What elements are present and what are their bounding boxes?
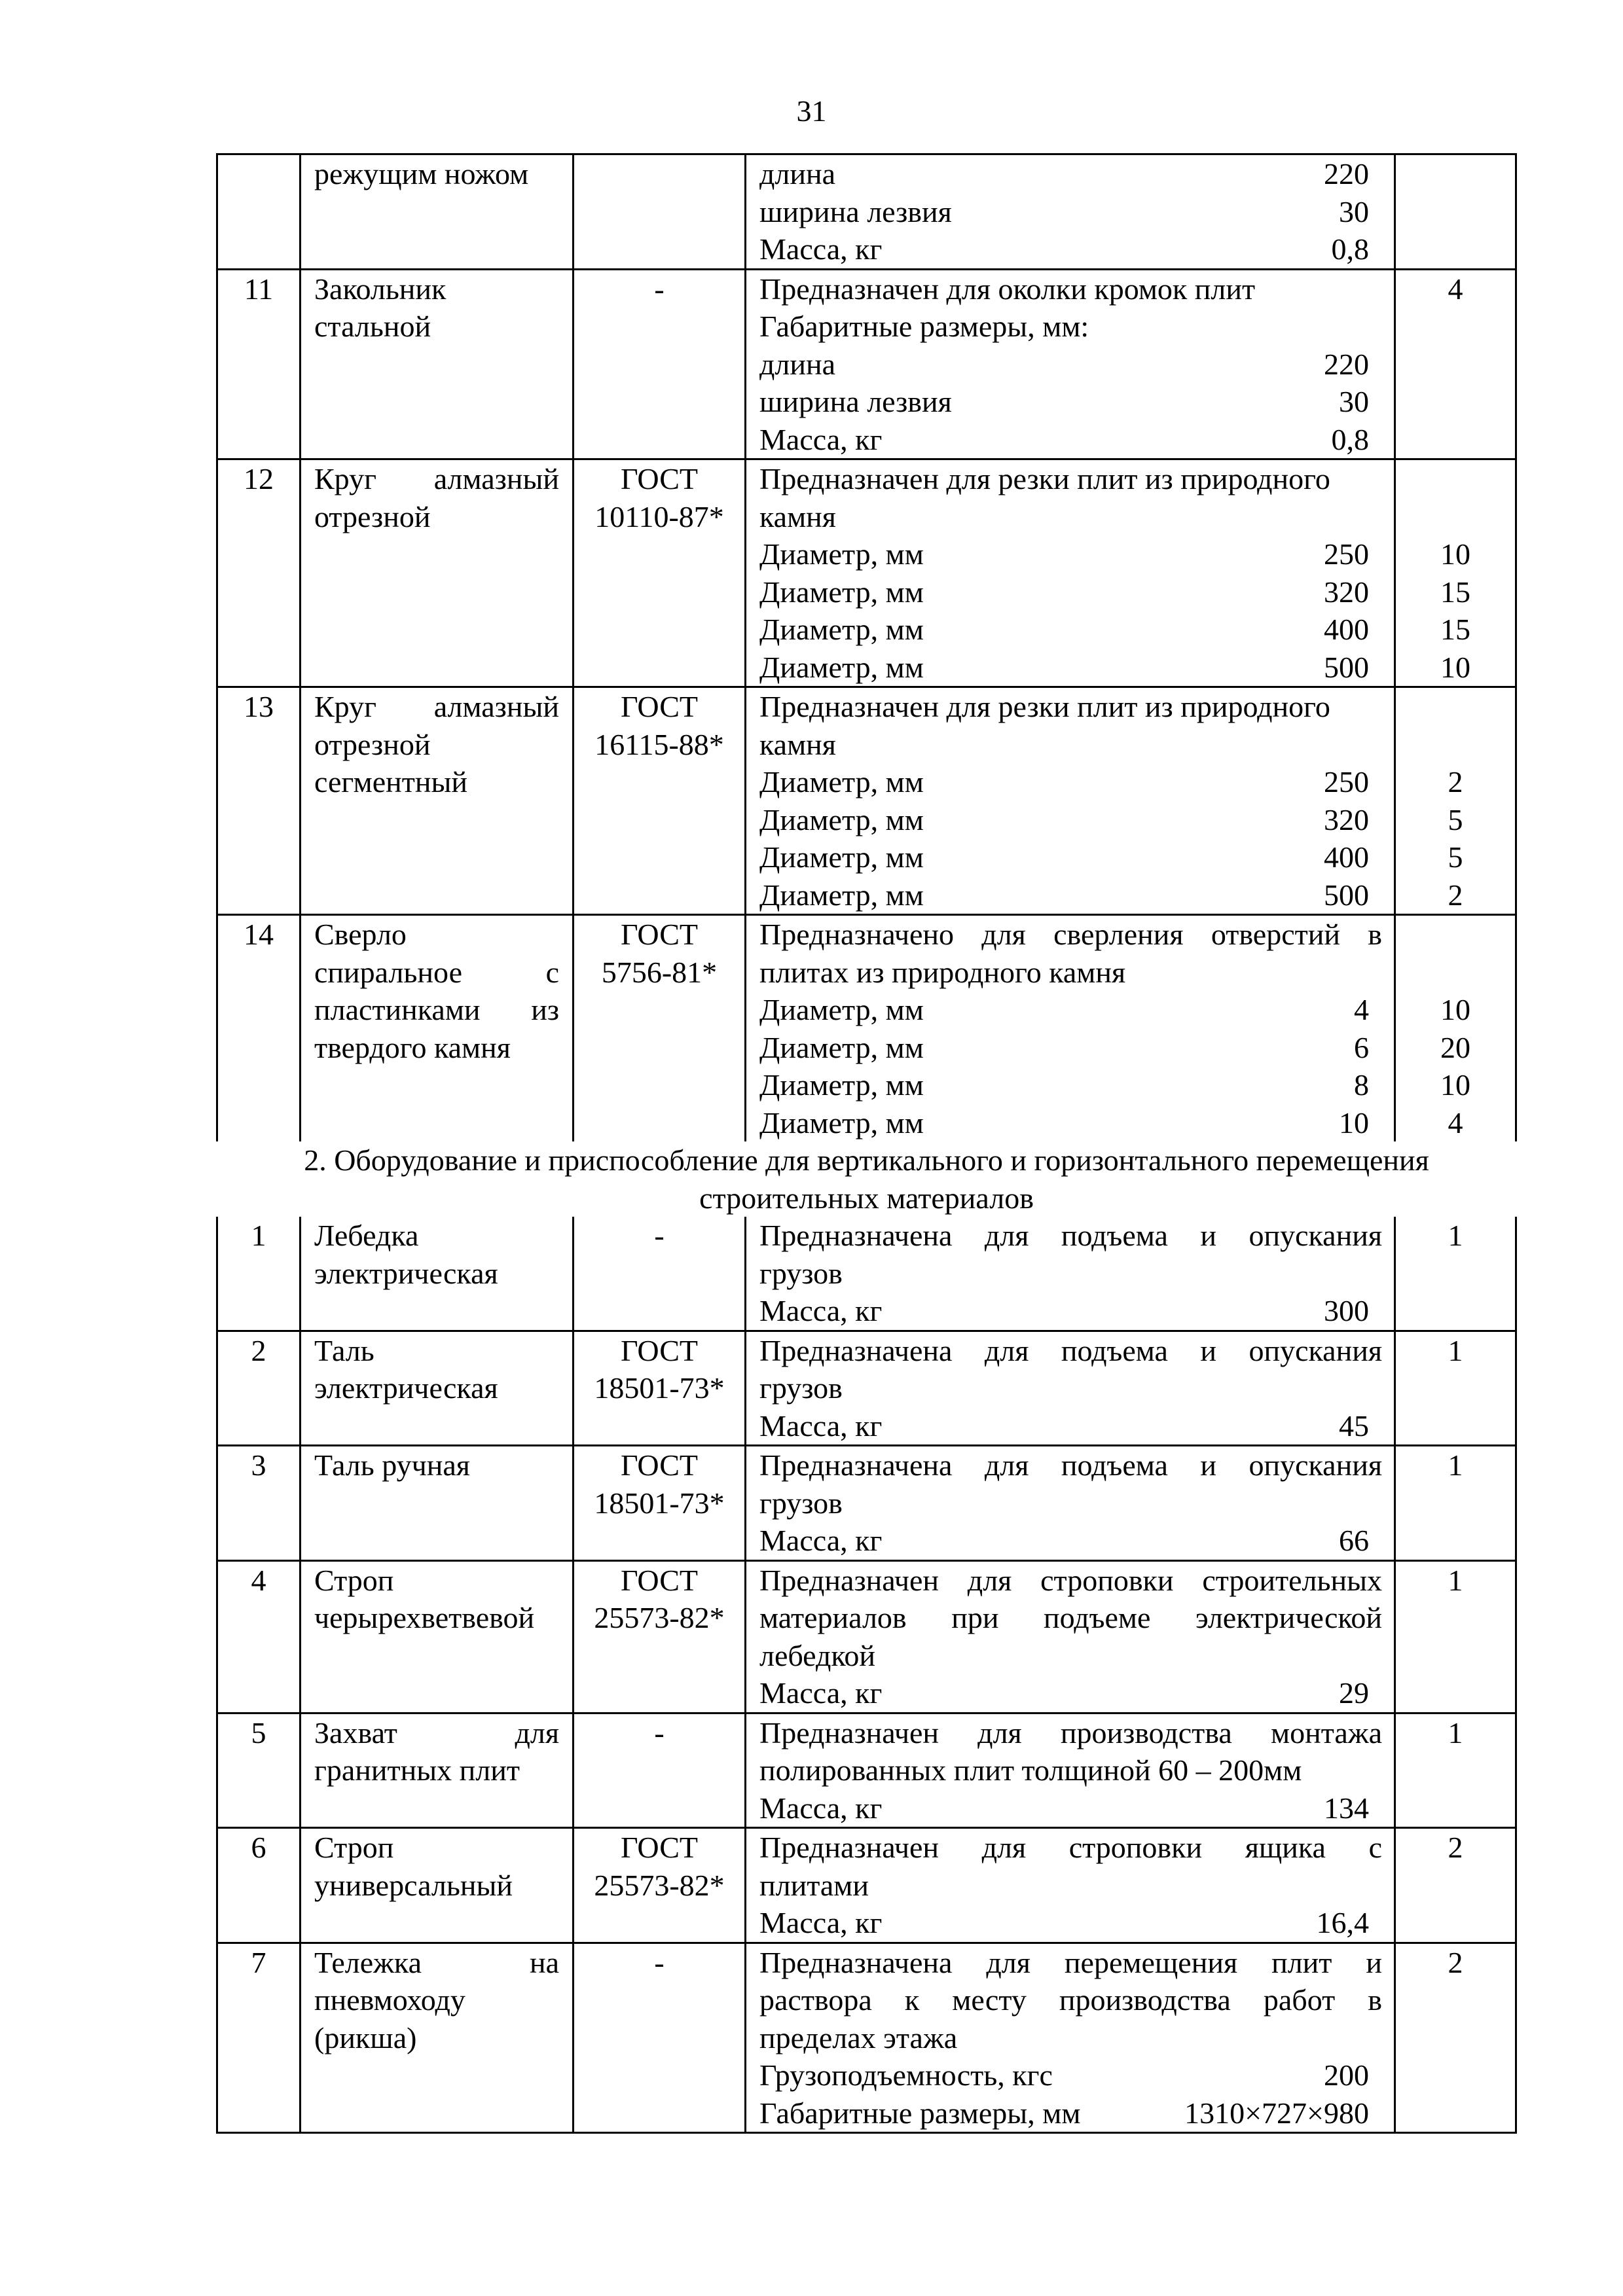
item-number-cell: [217, 269, 301, 459]
param-row: [759, 611, 1382, 649]
param-label: Диаметр, мм: [759, 993, 924, 1026]
item-number: 7: [251, 1945, 266, 1979]
section-title-line: 2. Оборудование и приспособление для вертикального и горизонтального перемещения: [304, 1143, 1429, 1177]
item-quantity: 10: [1440, 537, 1470, 571]
item-name-cell: [301, 154, 574, 270]
param-label: Диаметр, мм: [759, 1105, 924, 1139]
param-label: длина: [759, 347, 836, 381]
param-row: [759, 1407, 1382, 1445]
param-value: 8: [1354, 1068, 1369, 1102]
item-quantity: 2: [1448, 878, 1463, 912]
param-value: 30: [1339, 194, 1369, 228]
item-name-cell: [301, 1828, 574, 1943]
item-name-cell: [301, 459, 574, 687]
description-line: Предназначена для подъема и опускания: [759, 1333, 1382, 1367]
param-value: 134: [1324, 1791, 1369, 1825]
description-line: Предназначена для подъема и опускания: [759, 1219, 1382, 1252]
item-quantity: 1: [1448, 1448, 1463, 1482]
param-label: Диаметр, мм: [759, 1030, 924, 1064]
item-standard-line: ГОСТ: [620, 690, 698, 723]
item-standard-line: 18501-73*: [594, 1486, 725, 1520]
item-number-cell: [217, 1943, 301, 2133]
item-quantity: 4: [1448, 1105, 1463, 1139]
item-quantity: 2: [1448, 1945, 1463, 1979]
equipment-table: [216, 153, 1517, 2134]
item-quantity: [1396, 230, 1515, 268]
param-value: 66: [1339, 1524, 1369, 1557]
param-row: [759, 2094, 1382, 2132]
param-label: Диаметр, мм: [759, 537, 924, 571]
item-description-cell: [746, 1943, 1395, 2133]
description-line: грузов: [759, 1371, 843, 1405]
item-quantity-cell: [1395, 1560, 1516, 1713]
item-quantity: 20: [1440, 1030, 1470, 1064]
section-header-row: [217, 1141, 1516, 1217]
param-label: Масса, кг: [759, 1408, 883, 1443]
param-value: 500: [1324, 650, 1369, 684]
item-number: 12: [244, 462, 274, 495]
item-standard-cell: [574, 459, 746, 687]
item-name-line: отрезной: [314, 499, 431, 533]
item-quantity: 4: [1448, 272, 1463, 306]
item-standard-cell: [574, 154, 746, 270]
param-value: 320: [1324, 802, 1369, 836]
item-name-cell: [301, 1560, 574, 1713]
item-name-line: Таль: [314, 1333, 374, 1367]
table-row: [217, 154, 1516, 270]
item-name-line: электрическая: [314, 1371, 498, 1405]
quantity-spacer: [1396, 954, 1515, 992]
item-name-line: Сверло: [314, 918, 407, 951]
param-label: Масса, кг: [759, 1791, 883, 1825]
item-standard-line: 5756-81*: [601, 955, 718, 989]
item-standard-cell: [574, 915, 746, 1142]
quantity-spacer: [1396, 460, 1515, 498]
param-label: Диаметр, мм: [759, 878, 924, 912]
item-description-cell: [746, 269, 1395, 459]
item-quantity-cell: [1395, 1446, 1516, 1561]
item-quantity-cell: [1395, 1331, 1516, 1446]
item-quantity-cell: [1395, 1713, 1516, 1828]
item-description-cell: [746, 1828, 1395, 1943]
item-name-line: Тележка на: [314, 1945, 559, 1979]
item-standard-cell: [574, 1560, 746, 1713]
item-quantity: 1: [1448, 1219, 1463, 1252]
item-description-cell: [746, 1560, 1395, 1713]
table-row: [217, 687, 1516, 915]
item-standard-cell: [574, 1331, 746, 1446]
item-name-line: сегментный: [314, 765, 468, 798]
item-standard-cell: [574, 1446, 746, 1561]
param-label: длина: [759, 157, 836, 190]
param-label: Габаритные размеры, мм: [759, 2096, 1081, 2130]
description-line: лебедкой: [759, 1638, 876, 1672]
item-number-cell: [217, 1331, 301, 1446]
item-standard-line: 10110-87*: [594, 499, 724, 533]
param-value: 45: [1339, 1408, 1369, 1443]
param-row: [759, 1904, 1382, 1942]
item-quantity-cell: [1395, 459, 1516, 687]
description-line: раствора к месту производства работ в: [759, 1983, 1382, 2017]
param-row: [759, 1522, 1382, 1560]
param-row: [759, 193, 1382, 231]
param-label: Масса, кг: [759, 1294, 883, 1327]
param-row: [759, 876, 1382, 914]
item-number-cell: [217, 1828, 301, 1943]
item-name-cell: [301, 1217, 574, 1331]
section-title: [217, 1141, 1516, 1217]
item-number-cell: [217, 1217, 301, 1331]
param-value: 0,8: [1331, 422, 1369, 456]
item-name-cell: [301, 269, 574, 459]
table-row: [217, 459, 1516, 687]
item-name-line: Закольник: [314, 272, 447, 306]
item-name-line: пневмоходу: [314, 1983, 465, 2017]
item-standard-line: 25573-82*: [594, 1868, 725, 1902]
item-quantity: 5: [1448, 802, 1463, 836]
item-quantity: 15: [1440, 613, 1470, 646]
param-label: Диаметр, мм: [759, 840, 924, 874]
item-name-cell: [301, 1446, 574, 1561]
item-quantity: 2: [1448, 1831, 1463, 1864]
param-row: [759, 421, 1382, 459]
param-row: [759, 230, 1382, 268]
item-quantity: 2: [1448, 765, 1463, 798]
param-row: [759, 155, 1382, 193]
param-label: ширина лезвия: [759, 385, 952, 418]
item-name-line: (рикша): [314, 2020, 417, 2054]
param-value: 4: [1354, 993, 1369, 1026]
item-description-cell: [746, 915, 1395, 1142]
table-row: [217, 1446, 1516, 1561]
item-standard-line: ГОСТ: [620, 918, 698, 951]
item-description-cell: [746, 1331, 1395, 1446]
description-line: Предназначен для строповки ящика с: [759, 1831, 1382, 1864]
item-quantity: 15: [1440, 575, 1470, 609]
item-description-cell: [746, 154, 1395, 270]
item-standard-cell: [574, 1828, 746, 1943]
param-value: 16,4: [1316, 1906, 1369, 1939]
item-name-line: Строп: [314, 1831, 394, 1864]
param-label: Масса, кг: [759, 1676, 883, 1710]
param-label: Масса, кг: [759, 1906, 883, 1939]
table-row: [217, 915, 1516, 1142]
param-value: 220: [1324, 347, 1369, 381]
param-value: 200: [1324, 2058, 1369, 2092]
item-number: 13: [244, 690, 274, 723]
item-standard-cell: [574, 1943, 746, 2133]
description-line: плитах из природного камня: [759, 955, 1126, 989]
description-line: Предназначено для сверления отверстий в: [759, 918, 1382, 951]
item-name-line: твердого камня: [314, 1030, 511, 1064]
item-number-cell: [217, 1713, 301, 1828]
item-standard-line: -: [654, 1945, 665, 1979]
param-value: 220: [1324, 157, 1369, 190]
param-row: [759, 1029, 1382, 1067]
item-name-line: Захват для: [314, 1715, 559, 1749]
item-standard-cell: [574, 269, 746, 459]
item-name-line: Круг алмазный: [314, 462, 559, 495]
param-row: [759, 801, 1382, 839]
description-line: плитами: [759, 1868, 869, 1902]
param-label: Диаметр, мм: [759, 802, 924, 836]
item-name-cell: [301, 1713, 574, 1828]
item-name-line: пластинками из: [314, 993, 559, 1026]
param-label: ширина лезвия: [759, 194, 952, 228]
param-label: Масса, кг: [759, 232, 883, 266]
param-label: Диаметр, мм: [759, 613, 924, 646]
param-value: 29: [1339, 1676, 1369, 1710]
table-row: [217, 1217, 1516, 1331]
quantity-spacer: [1396, 688, 1515, 726]
param-value: 320: [1324, 575, 1369, 609]
item-number: 6: [251, 1831, 266, 1864]
param-label: Диаметр, мм: [759, 765, 924, 798]
item-standard-line: 16115-88*: [594, 727, 724, 761]
description-line: Габаритные размеры, мм:: [759, 310, 1089, 343]
param-row: [759, 1104, 1382, 1142]
item-standard-line: -: [654, 272, 665, 306]
item-number: 5: [251, 1715, 266, 1749]
description-line: полированных плит толщиной 60 – 200мм: [759, 1753, 1302, 1787]
item-name-line: электрическая: [314, 1256, 498, 1290]
param-value: 250: [1324, 765, 1369, 798]
param-label: Диаметр, мм: [759, 575, 924, 609]
quantity-spacer: [1396, 916, 1515, 954]
item-name-line: режущим ножом: [314, 157, 529, 190]
item-quantity: 10: [1440, 1068, 1470, 1102]
param-row: [759, 383, 1382, 421]
param-row: [759, 1292, 1382, 1330]
param-value: 400: [1324, 840, 1369, 874]
param-row: [759, 2056, 1382, 2094]
description-line: Предназначен для строповки строительных: [759, 1563, 1382, 1597]
item-standard-line: ГОСТ: [620, 1831, 698, 1864]
description-line: камня: [759, 727, 836, 761]
item-quantity-cell: [1395, 154, 1516, 270]
table-row: [217, 1560, 1516, 1713]
item-description-cell: [746, 687, 1395, 915]
table-row: [217, 1943, 1516, 2133]
item-name-cell: [301, 687, 574, 915]
param-row: [759, 649, 1382, 687]
item-quantity: 1: [1448, 1563, 1463, 1597]
item-name-line: отрезной: [314, 727, 431, 761]
param-label: Масса, кг: [759, 422, 883, 456]
item-quantity-cell: [1395, 1217, 1516, 1331]
param-row: [759, 763, 1382, 801]
param-value: 30: [1339, 385, 1369, 418]
item-standard-line: ГОСТ: [620, 1563, 698, 1597]
item-number-cell: [217, 1560, 301, 1713]
item-name-line: стальной: [314, 310, 431, 343]
item-description-cell: [746, 1446, 1395, 1561]
item-quantity-cell: [1395, 269, 1516, 459]
item-number: 11: [244, 272, 274, 306]
param-value: 0,8: [1331, 232, 1369, 266]
description-line: материалов при подъеме электрической: [759, 1601, 1382, 1634]
param-label: Диаметр, мм: [759, 650, 924, 684]
item-quantity-cell: [1395, 687, 1516, 915]
description-line: грузов: [759, 1256, 843, 1290]
param-row: [759, 1674, 1382, 1712]
item-standard-cell: [574, 1713, 746, 1828]
item-number-cell: [217, 459, 301, 687]
description-line: Предназначена для перемещения плит и: [759, 1945, 1382, 1979]
item-name-line: Лебедка: [314, 1219, 419, 1252]
item-number: 3: [251, 1448, 266, 1482]
item-standard-cell: [574, 687, 746, 915]
item-quantity: 10: [1440, 993, 1470, 1026]
item-description-cell: [746, 1713, 1395, 1828]
item-number-cell: [217, 1446, 301, 1561]
item-quantity-cell: [1395, 1943, 1516, 2133]
param-value: 400: [1324, 613, 1369, 646]
item-description-cell: [746, 1217, 1395, 1331]
item-standard-line: ГОСТ: [620, 1333, 698, 1367]
item-number-cell: [217, 915, 301, 1142]
param-value: 300: [1324, 1294, 1369, 1327]
item-standard-line: ГОСТ: [620, 1448, 698, 1482]
param-value: 6: [1354, 1030, 1369, 1064]
item-standard-cell: [574, 1217, 746, 1331]
table-row: [217, 1828, 1516, 1943]
item-name-line: Таль ручная: [314, 1448, 470, 1482]
item-name-line: черырехветвевой: [314, 1601, 535, 1634]
item-name-line: универсальный: [314, 1868, 513, 1902]
param-row: [759, 535, 1382, 573]
param-row: [759, 346, 1382, 384]
item-number: 1: [251, 1219, 266, 1252]
section-title-line: строительных материалов: [699, 1181, 1034, 1215]
item-name-cell: [301, 1943, 574, 2133]
item-standard-line: 18501-73*: [594, 1371, 725, 1405]
item-number-cell: [217, 687, 301, 915]
description-line: Предназначена для подъема и опускания: [759, 1448, 1382, 1482]
item-name-line: Строп: [314, 1563, 394, 1597]
item-quantity: 1: [1448, 1333, 1463, 1367]
item-name-line: Круг алмазный: [314, 690, 559, 723]
description-line: Предназначен для резки плит из природного: [759, 462, 1330, 495]
quantity-spacer: [1396, 498, 1515, 536]
item-standard-line: -: [654, 1715, 665, 1749]
table-row: [217, 1713, 1516, 1828]
item-name-line: гранитных плит: [314, 1753, 520, 1787]
item-number: 14: [244, 918, 274, 951]
table-row: [217, 1331, 1516, 1446]
param-label: Диаметр, мм: [759, 1068, 924, 1102]
item-standard-line: -: [654, 1219, 665, 1252]
description-line: камня: [759, 499, 836, 533]
item-quantity: [1396, 155, 1515, 193]
description-line: Предназначен для производства монтажа: [759, 1715, 1382, 1749]
item-number-cell: [217, 154, 301, 270]
description-line: пределах этажа: [759, 2020, 958, 2054]
param-value: 10: [1339, 1105, 1369, 1139]
item-quantity: 10: [1440, 650, 1470, 684]
item-number: 2: [251, 1333, 266, 1367]
item-name-cell: [301, 915, 574, 1142]
param-row: [759, 838, 1382, 876]
param-label: Грузоподъемность, кгс: [759, 2058, 1053, 2092]
param-label: Масса, кг: [759, 1524, 883, 1557]
param-row: [759, 573, 1382, 611]
table-row: [217, 269, 1516, 459]
param-row: [759, 1066, 1382, 1104]
item-standard-line: ГОСТ: [620, 462, 698, 495]
param-row: [759, 1789, 1382, 1827]
item-quantity-cell: [1395, 915, 1516, 1142]
item-quantity: [1396, 193, 1515, 231]
item-standard-line: 25573-82*: [594, 1601, 725, 1634]
item-name-line: спиральное с: [314, 955, 559, 989]
item-name-cell: [301, 1331, 574, 1446]
item-quantity: 1: [1448, 1715, 1463, 1749]
page-number: 31: [796, 94, 827, 128]
quantity-spacer: [1396, 726, 1515, 764]
description-line: Предназначен для околки кромок плит: [759, 272, 1256, 306]
item-quantity-cell: [1395, 1828, 1516, 1943]
item-number: 4: [251, 1563, 266, 1597]
param-value: 500: [1324, 878, 1369, 912]
param-row: [759, 991, 1382, 1029]
item-quantity: 5: [1448, 840, 1463, 874]
item-description-cell: [746, 459, 1395, 687]
description-line: Предназначен для резки плит из природного: [759, 690, 1330, 723]
description-line: грузов: [759, 1486, 843, 1520]
param-value: 1310×727×980: [1184, 2096, 1369, 2130]
param-value: 250: [1324, 537, 1369, 571]
